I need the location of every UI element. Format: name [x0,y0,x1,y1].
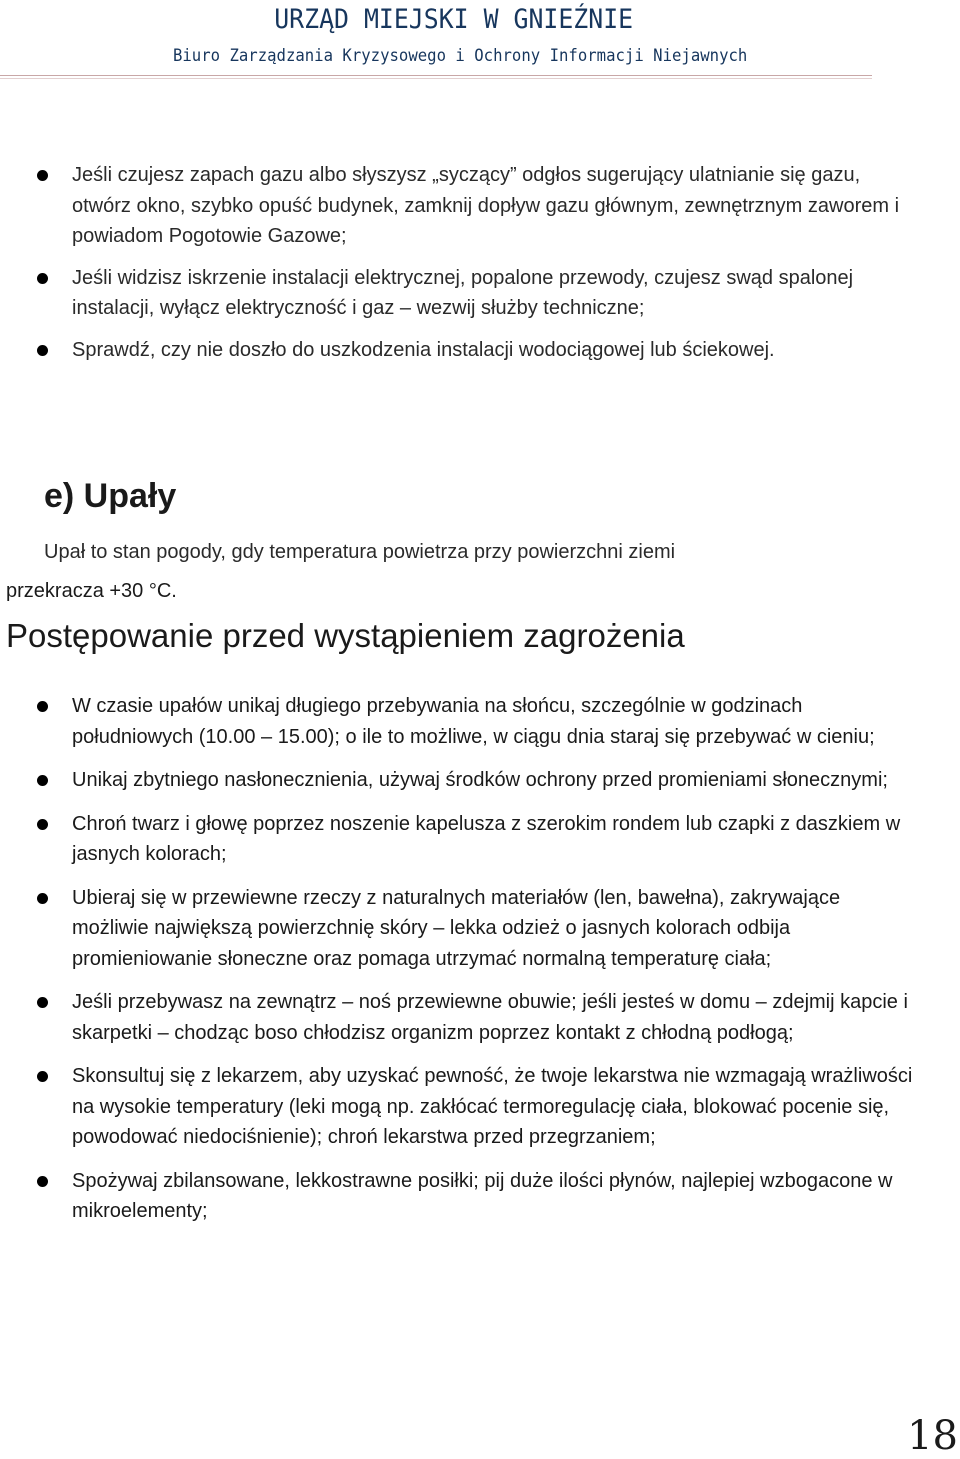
list-item-text: Ubieraj się w przewiewne rzeczy z naturalnych materiałów (len, bawełna), zakrywające możliwie największą powierzchnię skóry – lekka odzież o jasnych kolorach odbija promieniowanie słoneczne oraz pomaga utrzymać normalną temperaturę ciała; [72,886,841,970]
page-number: 18 [907,1413,958,1459]
list-item-text: Jeśli widzisz iskrzenie instalacji elektrycznej, popalone przewody, czujesz swąd spalonej instalacji, wyłącz elektryczność i gaz – wezwij służby techniczne; [72,266,854,319]
page-header [0,0,960,80]
section-intro-line-1: Upał to stan pogody, gdy temperatura powietrza przy powierzchni ziemi [44,541,676,563]
heat-precautions-list [0,691,960,1240]
bullet-icon [37,345,48,356]
bullet-icon [37,701,48,712]
gas-electric-water-list [0,160,960,376]
list-item-text: Spożywaj zbilansowane, lekkostrawne posiłki; pij duże ilości płynów, najlepiej wzbogacone w mikroelementy; [72,1169,893,1222]
list-item-text: Chroń twarz i głowę poprzez noszenie kapelusza z szerokim rondem lub czapki z daszkiem w jasnych kolorach; [72,812,901,865]
list-item [0,883,960,975]
bullet-icon [37,1176,48,1187]
section-heading: e) Upały [44,477,177,515]
list-item [0,335,960,366]
list-item-text: Skonsultuj się z lekarzem, aby uzyskać pewność, że twoje lekarstwa nie wzmagają wrażliwości na wysokie temperatury (leki mogą np. zakłócać termoregulację ciała, blokować pocenie się, powodować niedociśnienie); chroń lekarstwa przed przegrzaniem; [72,1065,913,1148]
list-item [0,765,960,796]
section-subheading: Postępowanie przed wystąpieniem zagrożenia [6,617,685,654]
section-intro-line-2: przekracza +30 °C. [6,580,177,602]
list-item [0,691,960,752]
list-item [0,987,960,1048]
list-item-text: Sprawdź, czy nie doszło do uszkodzenia instalacji wodociągowej lub ściekowej. [72,338,775,361]
bullet-icon [37,775,48,786]
list-item-text: Jeśli przebywasz na zewnątrz – noś przewiewne obuwie; jeśli jesteś w domu – zdejmij kapcie i skarpetki – chodząc boso chłodzisz organizm poprzez kontakt z chłodną podłogą; [72,991,908,1044]
bullet-icon [37,170,48,181]
list-item [0,809,960,870]
list-item [0,1061,960,1153]
bullet-icon [37,1071,48,1082]
bullet-icon [37,997,48,1008]
list-item [0,263,960,324]
list-item [0,160,960,252]
list-item-text: W czasie upałów unikaj długiego przebywania na słońcu, szczególnie w godzinach południowych (10.00 – 15.00); o ile to możliwe, w ciągu dnia staraj się przebywać w cieniu; [72,695,875,748]
bullet-icon [37,893,48,904]
header-title: URZĄD MIEJSKI W GNIEŹNIE [274,4,633,35]
bullet-icon [37,273,48,284]
bullet-icon [37,819,48,830]
list-item-text: Unikaj zbytniego nasłonecznienia, używaj środków ochrony przed promieniami słonecznymi; [72,769,888,791]
list-item [0,1166,960,1227]
header-divider-thin [0,78,872,79]
header-subtitle: Biuro Zarządzania Kryzysowego i Ochrony Informacji Niejawnych [172,46,747,66]
header-divider [0,75,872,76]
list-item-text: Jeśli czujesz zapach gazu albo słyszysz „syczący” odgłos sugerujący ulatnianie się gazu, otwórz okno, szybko opuść budynek, zamknij dopływ gazu głównym, zewnętrznym zaworem i powiadom Pogotowie Gazowe; [72,164,900,247]
